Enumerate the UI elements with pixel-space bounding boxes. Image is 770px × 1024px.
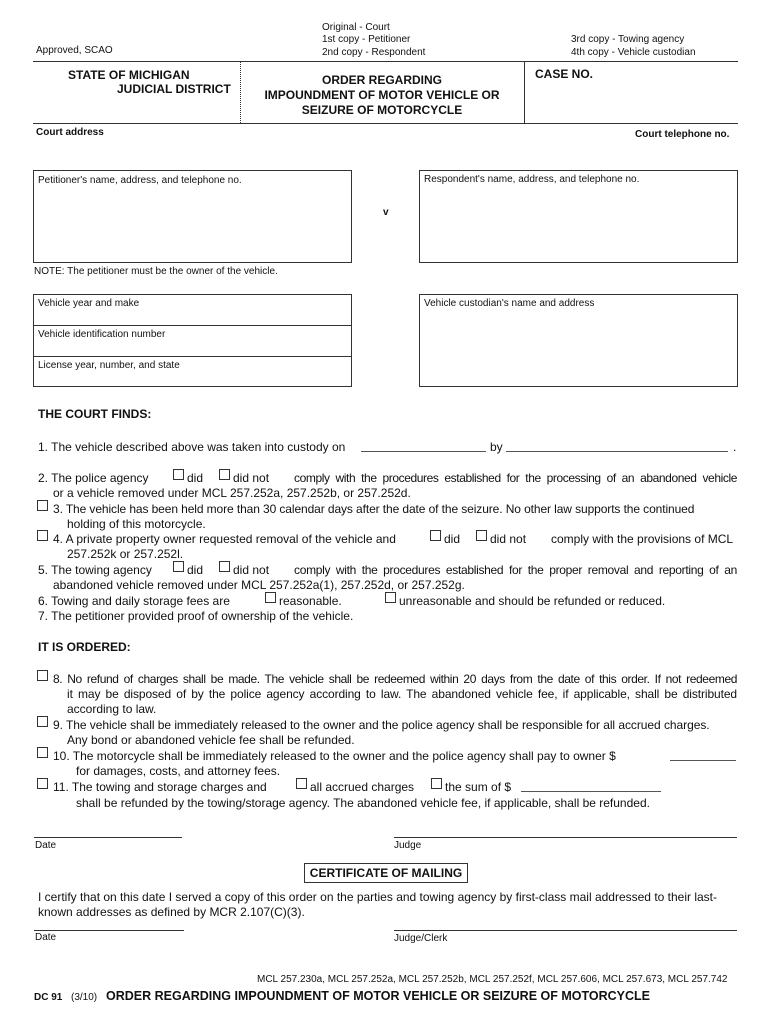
mailing-date-label: Date [35,932,57,943]
order-9-line1: 9. The vehicle shall be immediately released to the owner and the police agency shall be responsible for all accrued charges. [53,718,710,732]
owner-did-checkbox[interactable] [430,530,441,541]
vehicle-sep-1 [34,325,351,326]
finding-2-label: 2. The police agency [38,471,149,485]
finding-3-checkbox[interactable] [37,500,48,511]
header-divider-right [524,61,525,123]
form-title-line1: ORDER REGARDING [321,73,442,87]
certificate-line2: known addresses as defined by MCR 2.107(C)(3). [38,905,305,919]
finding-1-text: 1. The vehicle described above was taken into custody on [38,440,346,454]
fees-unreasonable-checkbox[interactable] [385,592,396,603]
copy-original: Original - Court [322,22,390,33]
finding-4-checkbox[interactable] [37,530,48,541]
custody-date-field[interactable] [361,451,486,452]
all-accrued-label: all accrued charges [310,780,415,794]
finding-3-line2: holding of this motorcycle. [67,517,206,531]
respondent-box[interactable] [419,170,738,263]
petitioner-owner-note: NOTE: The petitioner must be the owner of the vehicle. [34,266,278,277]
header-top-rule [33,61,738,62]
order-11-checkbox[interactable] [37,778,48,789]
order-9-checkbox[interactable] [37,716,48,727]
judge-label: Judge [394,840,422,851]
fees-reasonable-label: reasonable. [279,594,342,608]
finding-5-label: 5. The towing agency [38,563,152,577]
court-address-label: Court address [36,127,104,138]
findings-heading: THE COURT FINDS: [38,407,152,421]
towing-did-not-checkbox[interactable] [219,561,230,572]
mcl-references: MCL 257.230a, MCL 257.252a, MCL 257.252b, MCL 257.252f, MCL 257.606, MCL 257.673, MCL 257.742 [257,974,728,985]
sum-of-checkbox[interactable] [431,778,442,789]
versus-label: v [383,207,389,218]
towing-did-checkbox[interactable] [173,561,184,572]
order-11-line2: shall be refunded by the towing/storage agency. The abandoned vehicle fee, if applicable, shall be refunded. [76,796,650,810]
order-8-line2: it may be disposed of by the police agency according to law. The abandoned vehicle fee, if applicable, shall be distributed [67,687,737,701]
order-date-line[interactable] [34,837,182,838]
case-no-field[interactable] [538,84,734,118]
police-did-checkbox[interactable] [173,469,184,480]
finding-4-line1: 4. A private property owner requested removal of the vehicle and [53,532,396,546]
case-no-label: CASE NO. [535,67,594,81]
damages-amount-field[interactable] [670,760,736,761]
certificate-line1: I certify that on this date I served a copy of this order on the parties and towing agency by first-class mail addressed to their last- [38,890,718,904]
license-label: License year, number, and state [38,360,180,371]
finding-2-rest: comply with the procedures established for the processing of an abandoned vehicle [294,471,737,485]
judicial-district-label: JUDICIAL DISTRICT [117,82,231,96]
ordered-heading: IT IS ORDERED: [38,640,131,654]
vehicle-info-box [33,294,352,387]
form-title-line3: SEIZURE OF MOTORCYCLE [301,103,463,117]
order-date-label: Date [35,840,57,851]
order-10-line1: 10. The motorcycle shall be immediately released to the owner and the police agency shall pay to owner $ [53,749,616,763]
towing-did-label: did [187,563,204,577]
towing-did-not-label: did not [233,563,270,577]
footer-form-title: ORDER REGARDING IMPOUNDMENT OF MOTOR VEHICLE OR SEIZURE OF MOTORCYCLE [106,989,651,1003]
petitioner-label: Petitioner's name, address, and telephone no. [38,175,242,186]
sum-of-label: the sum of $ [445,780,512,794]
refund-sum-field[interactable] [521,791,661,792]
order-8-line1: 8. No refund of charges shall be made. The vehicle shall be redeemed within 20 days from the date of this order. If not redeemed [53,672,737,686]
order-8-line3: according to law. [67,702,157,716]
owner-did-label: did [444,532,461,546]
order-9-line2: Any bond or abandoned vehicle fee shall be refunded. [67,733,355,747]
custodian-box[interactable] [419,294,738,387]
owner-did-not-label: did not [490,532,527,546]
finding-4-line2: 257.252k or 257.252l. [67,547,184,561]
form-id: DC 91 [34,992,63,1003]
police-did-not-label: did not [233,471,270,485]
clerk-signature-line[interactable] [394,930,737,931]
owner-did-not-checkbox[interactable] [476,530,487,541]
header-bottom-rule [33,123,738,124]
judge-signature-line[interactable] [394,837,737,838]
state-label: STATE OF MICHIGAN [68,68,190,82]
mailing-date-line[interactable] [34,930,184,931]
fees-unreasonable-label: unreasonable and should be refunded or reduced. [399,594,666,608]
custodian-label: Vehicle custodian's name and address [424,298,595,309]
finding-1-end: . [733,440,737,454]
vehicle-sep-2 [34,356,351,357]
finding-1-by: by [490,440,503,454]
finding-5-line2: abandoned vehicle removed under MCL 257.252a(1), 257.252d, or 257.252g. [53,578,465,592]
police-did-not-checkbox[interactable] [219,469,230,480]
copy-third: 3rd copy - Towing agency [571,34,685,45]
order-10-line2: for damages, costs, and attorney fees. [76,764,281,778]
vehicle-year-make-label: Vehicle year and make [38,298,140,309]
order-10-checkbox[interactable] [37,747,48,758]
certificate-heading-box [304,863,468,883]
copy-first: 1st copy - Petitioner [322,34,411,45]
finding-6-label: 6. Towing and daily storage fees are [38,594,230,608]
finding-5-rest: comply with the procedures established for the proper removal and reporting of an [294,563,737,577]
finding-7: 7. The petitioner provided proof of ownership of the vehicle. [38,609,354,623]
finding-4-rest: comply with the provisions of MCL [551,532,734,546]
form-title-line2: IMPOUNDMENT OF MOTOR VEHICLE OR [264,88,500,102]
police-did-label: did [187,471,204,485]
court-telephone-label: Court telephone no. [635,129,730,140]
petitioner-box[interactable] [33,170,352,263]
fees-reasonable-checkbox[interactable] [265,592,276,603]
order-8-checkbox[interactable] [37,670,48,681]
judge-clerk-label: Judge/Clerk [394,933,448,944]
form-revision: (3/10) [71,992,98,1003]
order-11-label: 11. The towing and storage charges and [53,780,267,794]
all-accrued-checkbox[interactable] [296,778,307,789]
custody-by-field[interactable] [506,451,728,452]
copy-fourth: 4th copy - Vehicle custodian [571,47,696,58]
vin-label: Vehicle identification number [38,329,166,340]
finding-3-line1: 3. The vehicle has been held more than 30 calendar days after the date of the seizure. No other law supports the continued [53,502,695,516]
respondent-label: Respondent's name, address, and telephone no. [424,174,640,185]
approved-scao: Approved, SCAO [36,45,113,56]
finding-2-line2: or a vehicle removed under MCL 257.252a, 257.252b, or 257.252d. [53,486,411,500]
copy-second: 2nd copy - Respondent [322,47,426,58]
certificate-heading: CERTIFICATE OF MAILING [309,866,463,880]
